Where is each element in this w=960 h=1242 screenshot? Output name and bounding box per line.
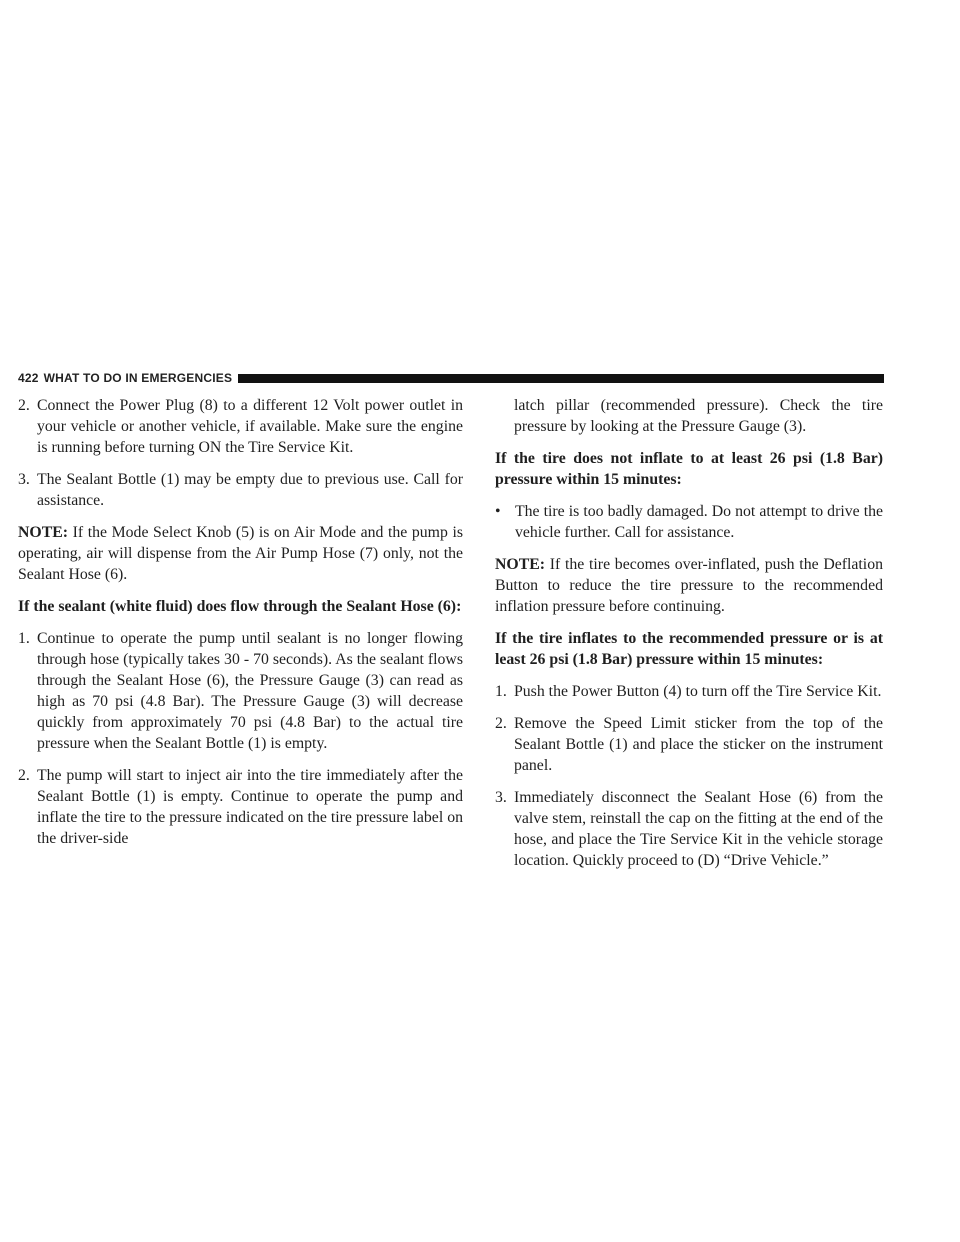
item-number: 2. <box>18 767 30 784</box>
continued-text: latch pillar (recommended pressure). Check the tire pressure by looking at the Pressure Gauge (3). <box>514 397 883 435</box>
item-text: The tire is too badly damaged. Do not attempt to drive the vehicle further. Call for assistance. <box>515 503 883 541</box>
left-column <box>18 395 463 860</box>
list-item <box>18 628 463 754</box>
list-item <box>495 713 883 776</box>
right-column <box>495 395 883 882</box>
item-text: The pump will start to inject air into the tire immediately after the Sealant Bottle (1) is empty. Continue to operate the pump and inflate the tire to the pressure indicated on the tire pressure label on the driver-side <box>37 767 463 847</box>
page-header <box>18 370 884 386</box>
item-text: Push the Power Button (4) to turn off the Tire Service Kit. <box>514 683 882 700</box>
list-item <box>18 469 463 511</box>
item-text: The Sealant Bottle (1) may be empty due to previous use. Call for assistance. <box>37 471 463 509</box>
item-text: Remove the Speed Limit sticker from the top of the Sealant Bottle (1) and place the sticker on the instrument panel. <box>514 715 883 774</box>
list-item <box>495 681 883 702</box>
item-number: 2. <box>495 715 507 732</box>
list-item <box>18 395 463 458</box>
note-text: If the Mode Select Knob (5) is on Air Mode and the pump is operating, air will dispense from the Air Pump Hose (7) only, not the Sealant Hose (6). <box>18 524 463 583</box>
item-text: Continue to operate the pump until sealant is no longer flowing through hose (typically takes 30 - 70 seconds). As the sealant flows through the Sealant Hose (6), the Pressure Gauge (3) can read as high as 70 psi (4.8 Bar). The Pressure Gauge (3) will decrease quickly from approximately 70 psi (4.8 Bar) to the actual tire pressure when the Sealant Bottle (1) is empty. <box>37 630 463 752</box>
item-number: 1. <box>18 630 30 647</box>
item-number: 3. <box>495 789 507 806</box>
item-number: 2. <box>18 397 30 414</box>
item-number: 3. <box>18 471 30 488</box>
item-text: Immediately disconnect the Sealant Hose (6) from the valve stem, reinstall the cap on the fitting at the end of the hose, and place the Tire Service Kit in the vehicle storage location. Quickly proceed to (D) “Drive Vehicle.” <box>514 789 883 869</box>
list-item <box>18 765 463 849</box>
condition-heading: If the tire does not inflate to at least 26 psi (1.8 Bar) pressure within 15 minutes: <box>495 450 883 488</box>
note-label: NOTE: <box>495 556 546 573</box>
list-item <box>495 787 883 871</box>
note-paragraph <box>18 522 463 585</box>
note-paragraph <box>495 554 883 617</box>
page-number: 422 <box>18 371 39 385</box>
section-title: WHAT TO DO IN EMERGENCIES <box>43 371 233 385</box>
item-number: 1. <box>495 683 507 700</box>
condition-heading: If the tire inflates to the recommended pressure or is at least 26 psi (1.8 Bar) pressure within 15 minutes: <box>495 630 883 668</box>
bullet-item <box>495 501 883 543</box>
note-text: If the tire becomes over-inflated, push the Deflation Button to reduce the tire pressure to the recommended inflation pressure before continuing. <box>495 556 883 615</box>
note-label: NOTE: <box>18 524 69 541</box>
bullet-icon: • <box>495 503 501 520</box>
condition-heading: If the sealant (white fluid) does flow through the Sealant Hose (6): <box>18 598 462 615</box>
header-rule <box>238 374 884 383</box>
item-text: Connect the Power Plug (8) to a different 12 Volt power outlet in your vehicle or another vehicle, if available. Make sure the engine is running before turning ON the Tire Service Kit. <box>37 397 463 456</box>
